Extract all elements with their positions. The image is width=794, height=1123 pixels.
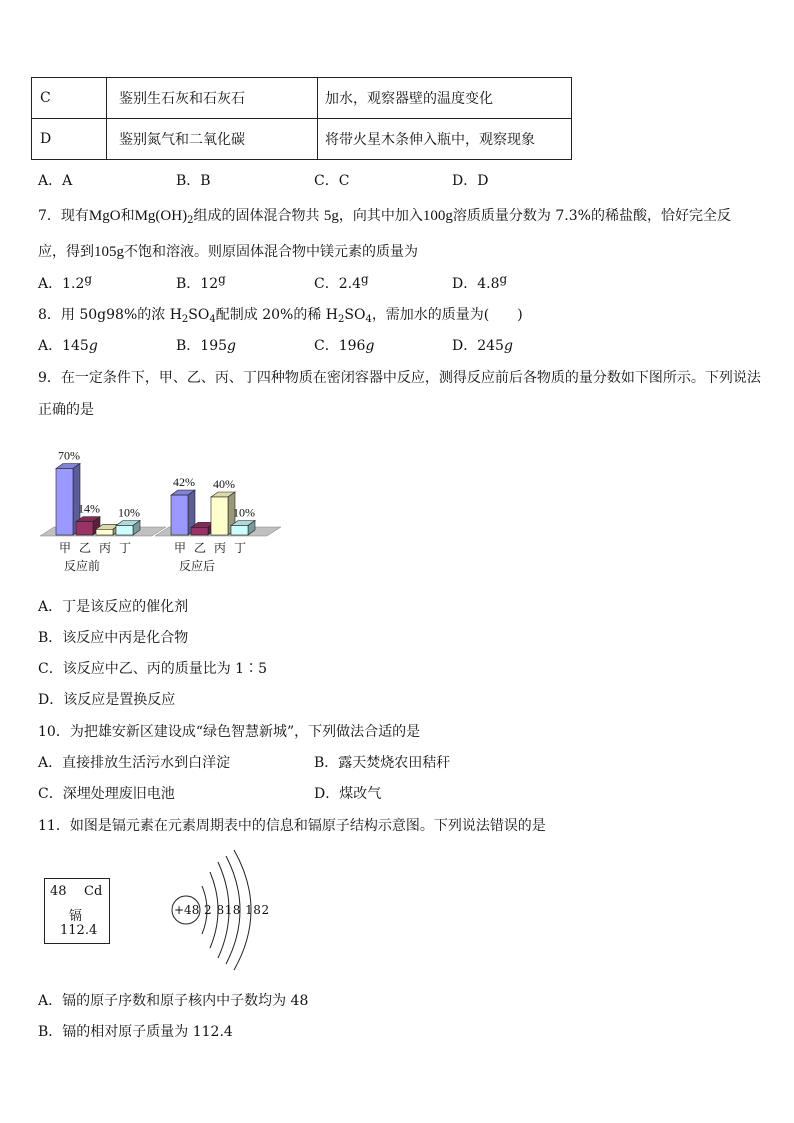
bar-chart (30, 430, 330, 580)
table-cell-method: 加水，观察器壁的温度变化 (318, 78, 572, 119)
data-label: 14% (78, 501, 100, 516)
q9-choice-b[interactable]: B．该反应中丙是化合物 (38, 630, 189, 646)
q8-choice-d[interactable]: D．245g (452, 338, 513, 354)
bar-甲 (171, 495, 188, 535)
group-label: 反应前 (64, 559, 101, 573)
q9-choice-d[interactable]: D．该反应是置换反应 (38, 692, 176, 708)
table-row (32, 78, 572, 119)
q10-choice-d[interactable]: D．煤改气 (314, 786, 382, 802)
q11-stem: 11．如图是镉元素在元素周期表中的信息和镉原子结构示意图。下列说法错误的是 (38, 818, 546, 834)
q10-choice-a[interactable]: A．直接排放生活污水到白洋淀 (38, 755, 231, 771)
data-label: 10% (233, 505, 255, 520)
element-atomic-mass: 112.4 (60, 923, 98, 938)
q11-choice-b[interactable]: B．镉的相对原子质量为 112.4 (38, 1024, 233, 1040)
bar-丁 (231, 526, 248, 536)
formula-mgo: MgO (88, 208, 121, 224)
nucleus-charge: +48 (174, 903, 200, 917)
category-label: 乙 (194, 541, 207, 555)
q8-choice-a[interactable]: A．145g (38, 338, 98, 354)
bar-乙 (76, 522, 93, 535)
table-cell-purpose: 鉴别氮气和二氧化碳 (107, 119, 318, 160)
q9-stem-line2: 正确的是 (38, 402, 94, 418)
category-label: 丁 (119, 541, 132, 555)
element-symbol: Cd (84, 884, 103, 899)
q9-stem-line1: 9．在一定条件下，甲、乙、丙、丁四种物质在密闭容器中反应，测得反应前后各物质的量分数如下图所示。下列说法 (38, 370, 761, 386)
bar-丁 (116, 526, 133, 536)
q9-choice-c[interactable]: C．该反应中乙、丙的质量比为 1∶5 (38, 661, 267, 677)
bar-甲 (56, 469, 73, 536)
q6-choice-c[interactable]: C．C (314, 173, 350, 189)
category-label: 甲 (59, 541, 72, 555)
element-atomic-number: 48 (50, 884, 67, 899)
q6-choice-b[interactable]: B．B (176, 173, 211, 189)
chart-bars (56, 464, 255, 536)
bar-乙 (191, 527, 208, 535)
data-label: 70% (58, 448, 80, 463)
q7-choice-c[interactable]: C．2.4g (314, 272, 369, 292)
q10-stem: 10．为把雄安新区建设成“绿色智慧新城”，下列做法合适的是 (38, 724, 421, 740)
options-table (31, 77, 572, 160)
q7-choice-d[interactable]: D．4.8g (452, 272, 508, 292)
q6-choice-a[interactable]: A．A (38, 173, 73, 189)
q8-choice-c[interactable]: C．196g (314, 338, 375, 354)
table-cell-method: 将带火星木条伸入瓶中，观察现象 (318, 119, 572, 160)
category-label: 丙 (99, 541, 112, 555)
element-card-cadmium (44, 878, 110, 944)
formula-mgoh2: Mg(OH) (134, 208, 188, 224)
bar-丙 (211, 497, 228, 535)
bar-丙 (96, 529, 113, 535)
q6-choice-d[interactable]: D．D (452, 173, 489, 189)
q8-stem: 8．用 50g98%的浓 $H_2SO_4$配制成 20%的稀 $H_2SO_4$，需加水的质量为( ) (38, 307, 523, 325)
table-cell-option: D (32, 119, 107, 160)
q8-choice-b[interactable]: B．195g (176, 338, 236, 354)
q7-choice-b[interactable]: B．12g (176, 272, 226, 292)
category-label: 甲 (174, 541, 187, 555)
q10-choice-c[interactable]: C．深埋处理废旧电池 (38, 786, 175, 802)
electron-counts: 2 818 182 (204, 903, 270, 917)
q11-choice-a[interactable]: A．镉的原子序数和原子核内中子数均为 48 (38, 993, 309, 1009)
category-label: 丙 (214, 541, 227, 555)
table-cell-option: C (32, 78, 107, 119)
table-row (32, 119, 572, 160)
data-label: 40% (213, 477, 235, 491)
q7-choice-a[interactable]: A．1.2g (38, 272, 93, 292)
data-label: 42% (173, 475, 195, 490)
element-name: 镉 (69, 909, 83, 924)
q10-choice-b[interactable]: B．露天焚烧农田秸秆 (314, 755, 451, 771)
table-cell-purpose: 鉴别生石灰和石灰石 (107, 78, 318, 119)
q7-stem-line2: 应，得到105g不饱和溶液。则原固体混合物中镁元素的质量为 (38, 244, 418, 260)
q9-choice-a[interactable]: A．丁是该反应的催化剂 (38, 599, 189, 615)
group-label: 反应后 (179, 559, 216, 573)
category-label: 丁 (234, 541, 247, 555)
q7-stem-line1: 7．现有MgO和$Mg(OH)_2$组成的固体混合物共 5g，向其中加入100g溶质质量分数为 7.3%的稀盐酸，恰好完全反 (38, 208, 731, 226)
category-label: 乙 (79, 541, 92, 555)
data-label: 10% (118, 505, 140, 520)
